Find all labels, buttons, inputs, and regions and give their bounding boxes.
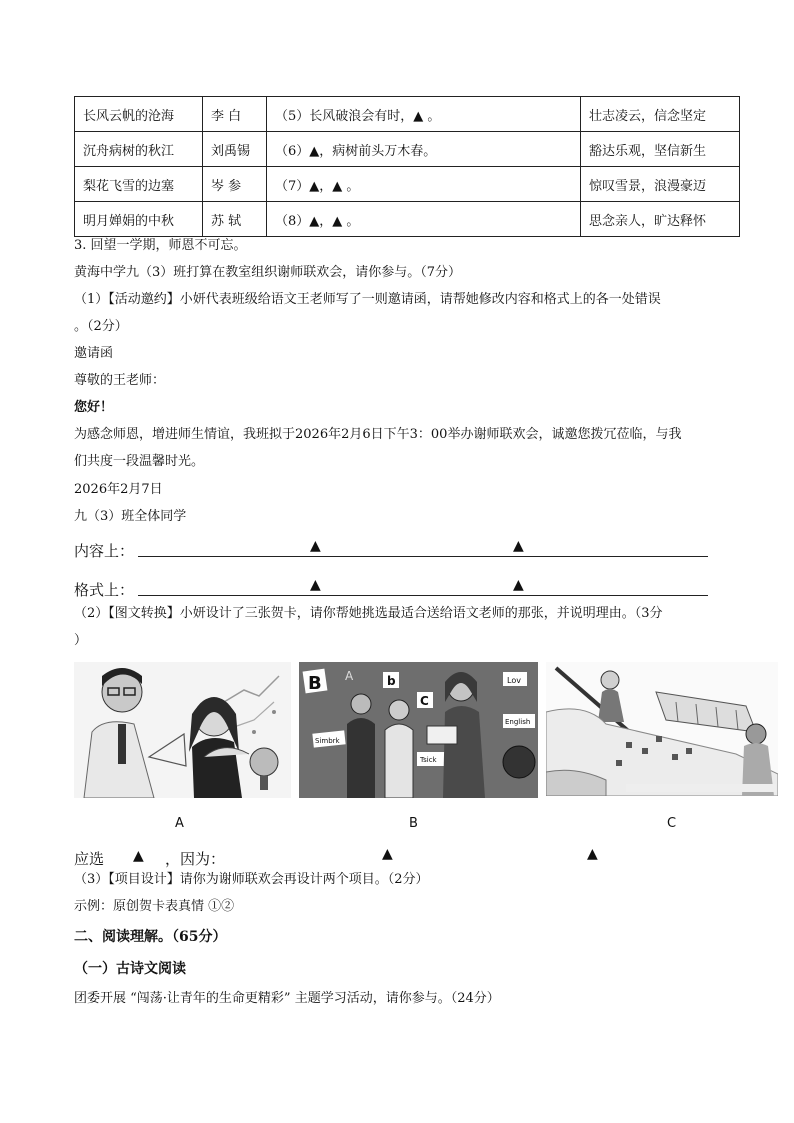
sub-question-1: （1）【活动邀约】小妍代表班级给语文王老师写了一则邀请函，请帮她修改内容和格式上的各一处错误 <box>74 292 661 307</box>
theme-cell: 沉舟病树的秋江 <box>75 132 203 167</box>
format-answer-line[interactable] <box>138 595 708 596</box>
section-intro: 团委开展 “闯荡·让青年的生命更精彩” 主题学习活动，请你参与。（24分） <box>74 991 500 1006</box>
card-b-letter: C <box>420 694 429 708</box>
letter-title: 邀请函 <box>74 346 114 361</box>
greeting-card-a-image[interactable] <box>74 662 291 798</box>
content-answer-line[interactable] <box>138 556 708 557</box>
letter-date: 2026年2月7日 <box>74 482 163 497</box>
letter-signature: 九（3）班全体同学 <box>74 509 187 524</box>
answer-mark: ▲ <box>513 577 524 593</box>
section-heading: 二、阅读理解。（65分） <box>74 929 227 945</box>
poem-table <box>74 96 740 237</box>
card-c-label: C <box>667 816 677 831</box>
table-row <box>75 167 740 202</box>
card-b-label: B <box>409 816 418 831</box>
feeling-cell: 思念亲人，旷达释怀 <box>581 202 740 237</box>
content-label: 内容上： <box>74 542 135 560</box>
subsection-heading: （一）古诗文阅读 <box>74 961 186 977</box>
line-cell: （7）▲，▲ 。 <box>267 167 581 202</box>
feeling-cell: 惊叹雪景，浪漫豪迈 <box>581 167 740 202</box>
card-b-letter: B <box>308 673 322 694</box>
format-label: 格式上： <box>74 581 135 599</box>
question-3-intro: 黄海中学九（3）班打算在教室组织谢师联欢会，请你参与。（7分） <box>74 265 462 280</box>
theme-cell: 梨花飞雪的边塞 <box>75 167 203 202</box>
sub-question-3: （3）【项目设计】请你为谢师联欢会再设计两个项目。（2分） <box>74 872 429 887</box>
sub-question-2-cont: ） <box>74 633 88 648</box>
table-row <box>75 132 740 167</box>
answer-mark[interactable]: ▲ <box>587 846 598 862</box>
card-a-label: A <box>175 816 184 831</box>
answer-choice-label: 应选 <box>74 850 105 868</box>
greeting-card-c-image[interactable] <box>546 662 778 796</box>
card-b-word: Lov <box>507 676 521 685</box>
example-text: 示例：原创贺卡表真情 ①② <box>74 899 235 914</box>
answer-mark: ▲ <box>310 538 321 554</box>
table-row <box>75 202 740 237</box>
letter-body-cont: 们共度一段温馨时光。 <box>74 454 205 469</box>
sub-question-1-cont: 。（2分） <box>74 319 128 334</box>
line-cell: （6）▲，病树前头万木春。 <box>267 132 581 167</box>
author-cell: 岑 参 <box>203 167 267 202</box>
card-b-letter: b <box>387 674 396 688</box>
card-b-word: Simbrk <box>315 737 340 745</box>
line-cell: （5）长风破浪会有时，▲ 。 <box>267 97 581 132</box>
reason-label: ，因为： <box>165 850 226 868</box>
feeling-cell: 豁达乐观，坚信新生 <box>581 132 740 167</box>
table-row <box>75 97 740 132</box>
letter-greeting: 您好！ <box>74 400 114 415</box>
greeting-card-b-image[interactable] <box>299 662 538 798</box>
card-b-word: English <box>505 718 531 726</box>
letter-salutation: 尊敬的王老师： <box>74 373 166 388</box>
feeling-cell: 壮志凌云，信念坚定 <box>581 97 740 132</box>
question-3-title: 3. 回望一学期，师恩不可忘。 <box>74 238 247 253</box>
author-cell: 苏 轼 <box>203 202 267 237</box>
line-cell: （8）▲，▲ 。 <box>267 202 581 237</box>
letter-body: 为感念师恩，增进师生情谊，我班拟于2026年2月6日下午3：00举办谢师联欢会，诚邀您拨冗莅临，与我 <box>74 427 682 442</box>
sub-question-2: （2）【图文转换】小妍设计了三张贺卡，请你帮她挑选最适合送给语文老师的那张，并说明理由。（3分 <box>74 606 663 621</box>
author-cell: 刘禹锡 <box>203 132 267 167</box>
answer-mark: ▲ <box>310 577 321 593</box>
answer-mark[interactable]: ▲ <box>133 848 144 864</box>
card-b-letter: A <box>345 669 354 683</box>
theme-cell: 明月婵娟的中秋 <box>75 202 203 237</box>
answer-mark: ▲ <box>513 538 524 554</box>
answer-mark[interactable]: ▲ <box>382 846 393 862</box>
author-cell: 李 白 <box>203 97 267 132</box>
theme-cell: 长风云帆的沧海 <box>75 97 203 132</box>
card-b-word: Tsick <box>420 756 437 764</box>
